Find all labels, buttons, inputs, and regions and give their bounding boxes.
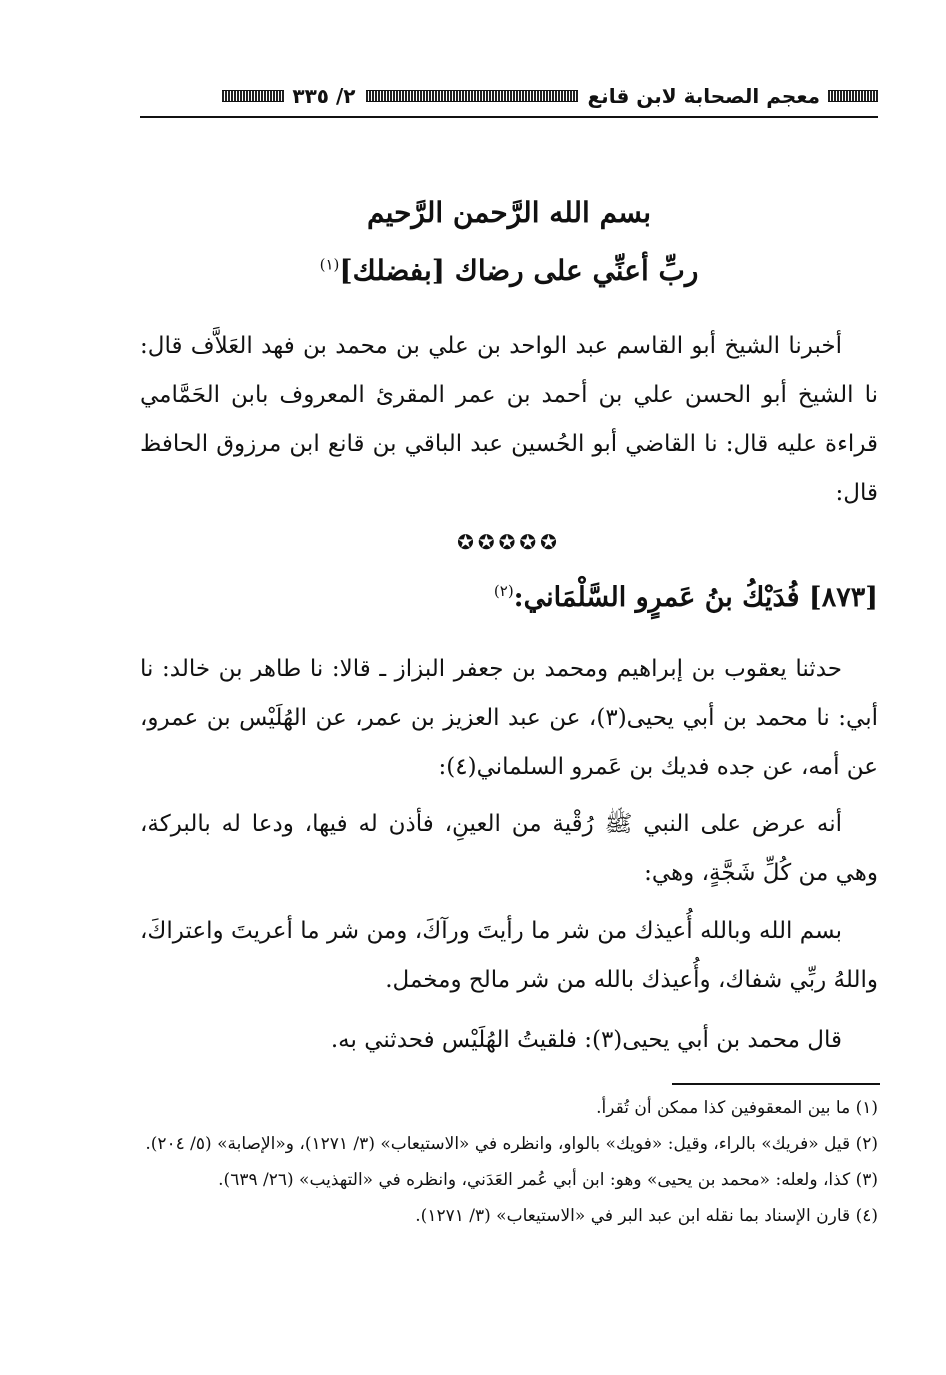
closing-paragraph: قال محمد بن أبي يحيى(٣): فلقيتُ الهُلَيْس فحدثني به. (330, 1027, 842, 1053)
invocation-text: ربِّ أعنِّي على رضاك [بفضلك] (339, 254, 699, 287)
entry-footnote-marker: (٢) (493, 582, 514, 600)
matn-paragraph: أنه عرض على النبي ﷺ رُقْية من العينِ، فأذن له فيها، ودعا له بالبركة، وهي من كُلِّ شَجَّةٍ، وهي: (140, 811, 878, 886)
header-ornament-right (828, 90, 878, 102)
section-separator: ✪✪✪✪✪ (457, 530, 561, 554)
footnote-2: (٢) قيل «فريك» بالراء، وقيل: «فويك» بالواو، وانظره في «الاستيعاب» (٣/ ١٢٧١)، و«الإصابة» (٥/ ٢٠٤). (145, 1134, 878, 1154)
dua-paragraph: بسم الله وبالله أُعيذك من شر ما رأيتَ ورآكَ، ومن شر ما أعريتَ واعتراكَ، واللهُ ربِّي شفاك، وأُعيذك بالله من شر مالح ومخمل. (140, 918, 878, 993)
footnote-1: (١) ما بين المعقوفين كذا ممكن أن تُقرأ. (596, 1098, 878, 1118)
header-ornament-left (222, 90, 284, 102)
invocation-footnote-marker: (١) (319, 255, 340, 274)
footnote-3: (٣) كذا، ولعله: «محمد بن يحيى» وهو: ابن أبي عُمر العَدَني، وانظره في «التهذيب» (٢٦/ ٦٣٩). (218, 1170, 878, 1190)
invocation-heading (140, 254, 878, 287)
footnote-4: (٤) قارن الإسناد بما نقله ابن عبد البر في «الاستيعاب» (٣/ ١٢٧١). (415, 1206, 878, 1226)
basmala-heading: بسم الله الرَّحمن الرَّحيم (367, 196, 651, 229)
header-page-number: ٢/ ٣٣٥ (292, 84, 356, 108)
footnotes (140, 1090, 878, 1234)
isnad-paragraph: حدثنا يعقوب بن إبراهيم ومحمد بن جعفر البزاز ـ قالا: نا طاهر بن خالد: نا أبي: نا محمد بن أبي يحيى(٣)، عن عبد العزيز بن عمر، عن الهُلَيْس بن عمرو، عن أمه، عن جده فديك بن عَمرو السلماني(٤): (140, 656, 878, 780)
intro-paragraph: أخبرنا الشيخ أبو القاسم عبد الواحد بن علي بن محمد بن فهد العَلاَّف قال: نا الشيخ أبو الحسن علي بن أحمد بن عمر المقرئ المعروف بابن الحَمَّامي قراءة عليه قال: نا القاضي أبو الحُسين عبد الباقي بن قانع ابن مرزوق الحافظ قال: (140, 333, 878, 506)
header-rule (140, 116, 878, 118)
header-ornament-middle (366, 90, 578, 102)
header-book-title: معجم الصحابة لابن قانع (587, 84, 820, 108)
entry-title-text: [٨٧٣] فُدَيْكُ بنُ عَمرٍو السَّلْمَاني: (513, 582, 878, 613)
footnote-rule (672, 1083, 880, 1085)
running-header (140, 82, 878, 110)
entry-heading (494, 582, 878, 613)
